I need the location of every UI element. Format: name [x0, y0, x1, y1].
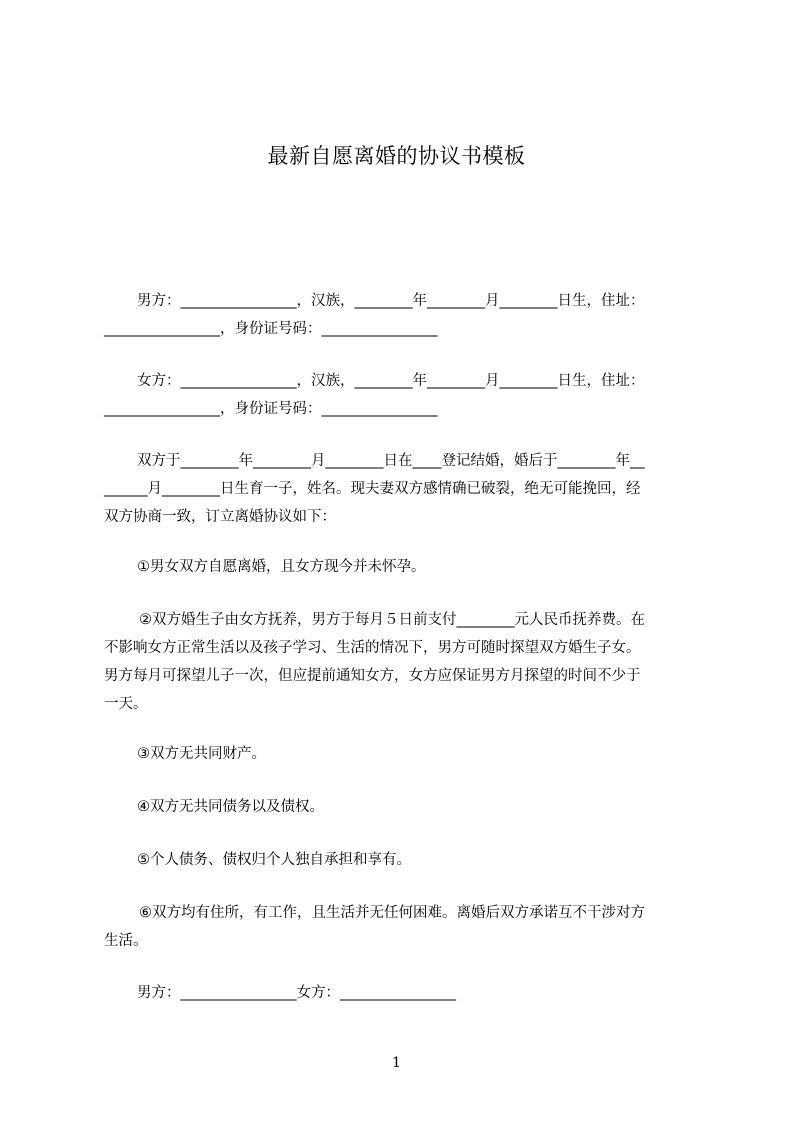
document-title: 最新自愿离婚的协议书模板 — [267, 144, 526, 168]
man-info-line-2: ________________，身份证号码：________________ — [104, 321, 438, 337]
clause-4-line-1: ④双方无共同债务以及债权。 — [137, 799, 324, 815]
clause-2-line-2: 不影响女方正常生活以及孩子学习、生活的情况下，男方可随时探望双方婚生子女。 — [104, 640, 641, 656]
woman-info-paragraph — [104, 367, 704, 423]
clause-5-line-1: ⑤个人债务、债权归个人独自承担和享有。 — [137, 852, 411, 868]
clause-2-line-1: ②双方婚生子由女方抚养，男方于每月５日前支付________元人民币抚养费。在 — [139, 612, 645, 628]
clause-2-line-4: 一天。 — [104, 696, 148, 712]
woman-info-line-2: ________________，身份证号码：________________ — [104, 401, 438, 417]
signature-paragraph — [104, 979, 704, 1007]
clause-6-line-2: 生活。 — [104, 933, 148, 949]
clause-3-paragraph — [104, 740, 704, 768]
clause-2-paragraph — [104, 606, 704, 718]
clause-2-line-3: 男方每月可探望儿子一次，但应提前通知女方，女方应保证男方月探望的时间不少于 — [104, 668, 641, 684]
clause-1-line-1: ①男女双方自愿离婚，且女方现今并未怀孕。 — [137, 559, 426, 575]
clause-6-line-1: ⑥双方均有住所，有工作，且生活并无任何困难。离婚后双方承诺互不干涉对方 — [139, 905, 645, 921]
clause-3-line-1: ③双方无共同财产。 — [137, 746, 266, 762]
clause-5-paragraph — [104, 846, 704, 874]
man-info-paragraph — [104, 287, 704, 343]
marriage-intro-paragraph — [104, 447, 704, 531]
marriage-intro-line-1: 双方于________年________月________日在____登记结婚，婚后于________年__ — [137, 453, 645, 469]
signature-line: 男方：________________女方：________________ — [137, 985, 456, 1001]
man-info-line-1: 男方：________________，汉族，________年________月________日生，住址： — [137, 293, 645, 309]
woman-info-line-1: 女方：________________，汉族，________年________月________日生，住址： — [137, 373, 645, 389]
marriage-intro-line-3: 双方协商一致，订立离婚协议如下： — [104, 509, 336, 525]
page-number: 1 — [392, 1055, 401, 1071]
clause-4-paragraph — [104, 793, 704, 821]
clause-1-paragraph — [104, 553, 704, 581]
clause-6-paragraph — [104, 899, 704, 955]
marriage-intro-line-2: ______月________日生育一子，姓名。现夫妻双方感情确已破裂，绝无可能挽回，经 — [104, 481, 641, 497]
